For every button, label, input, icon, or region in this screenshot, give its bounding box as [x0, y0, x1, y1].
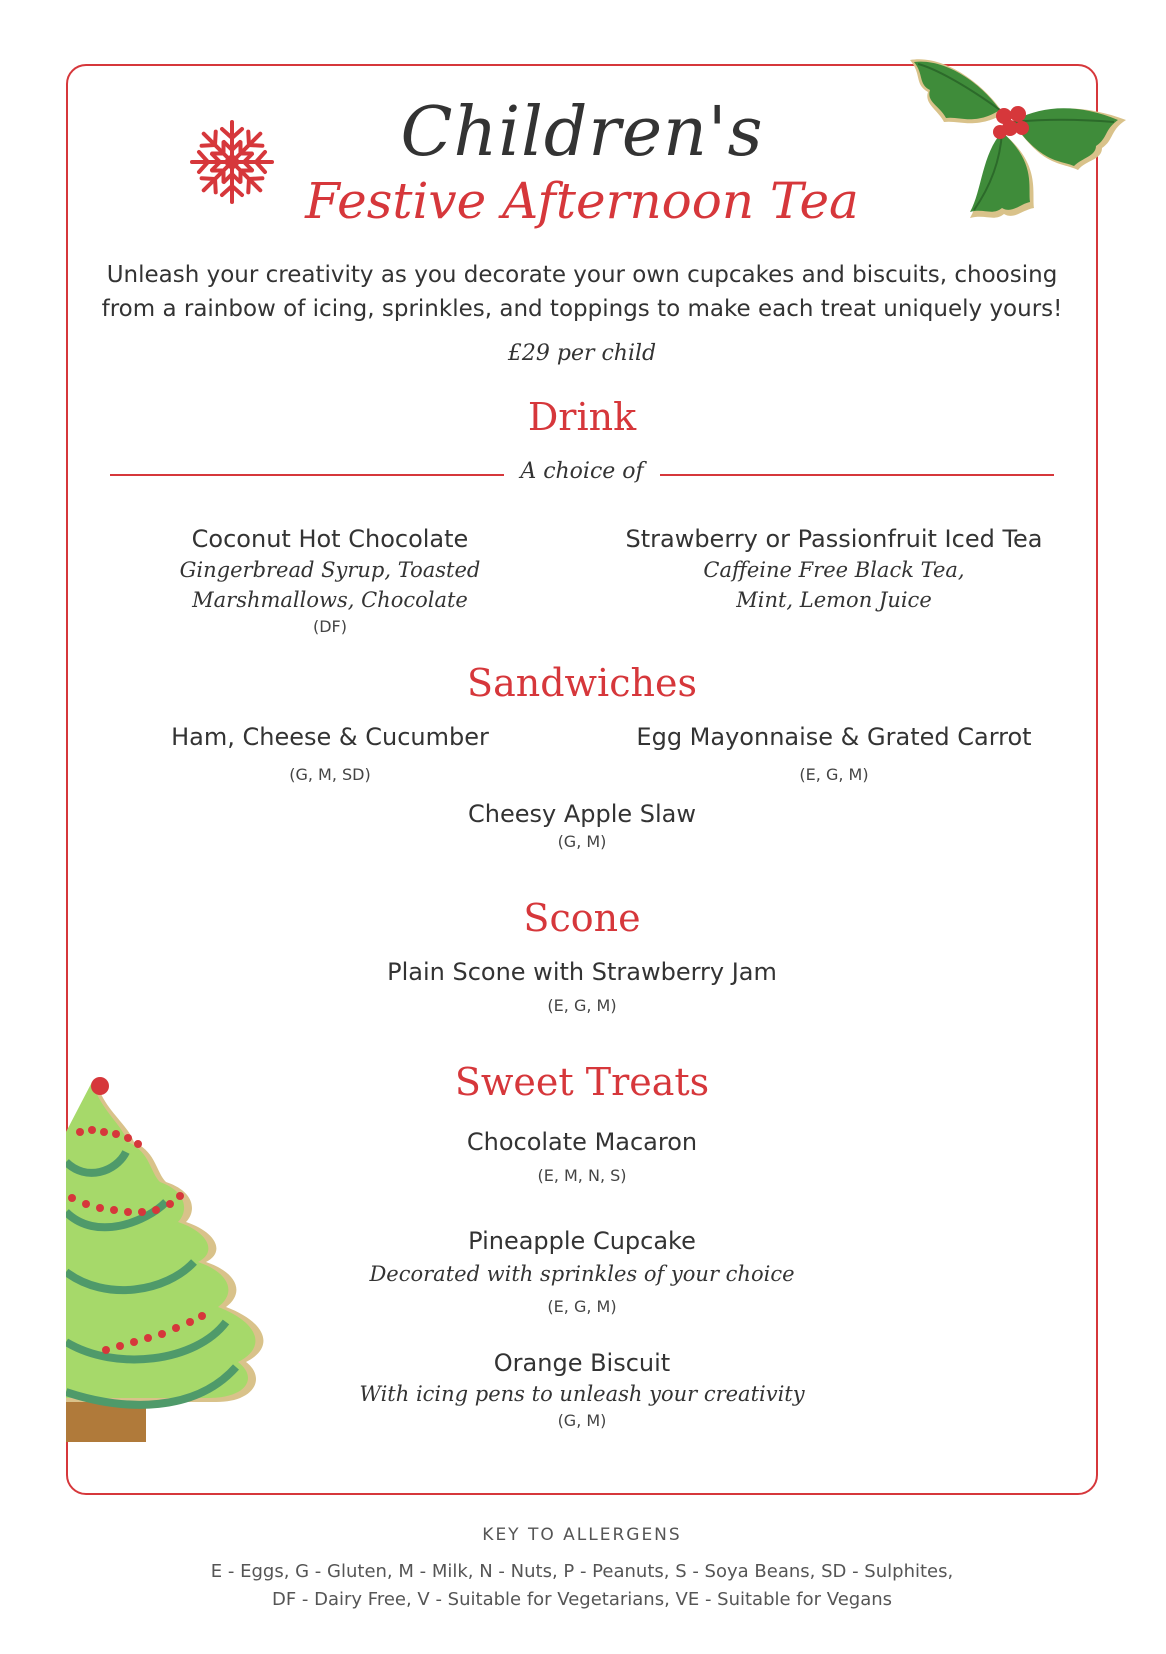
drink-name: Strawberry or Passionfruit Iced Tea: [625, 525, 1043, 553]
allergen-key: [66, 1558, 1098, 1614]
sweet-desc: Decorated with sprinkles of your choice: [369, 1262, 795, 1286]
section-heading-sandwiches: Sandwiches: [467, 661, 697, 705]
allergen-key-line-2: DF - Dairy Free, V - Suitable for Vegetarians, VE - Suitable for Vegans: [271, 1589, 893, 1610]
intro-line-2: from a rainbow of icing, sprinkles, and toppings to make each treat uniquely yours!: [101, 296, 1063, 322]
sandwich-allergens: (G, M): [557, 832, 607, 851]
sandwich-name: Cheesy Apple Slaw: [467, 800, 697, 828]
allergen-key-title: KEY TO ALLERGENS: [482, 1525, 682, 1545]
sweet-desc: With icing pens to unleash your creativity: [359, 1382, 805, 1406]
sweet-name: Chocolate Macaron: [466, 1128, 698, 1156]
section-heading-scone: Scone: [523, 896, 641, 940]
scone-allergens: (E, G, M): [547, 996, 617, 1015]
sweet-name: Orange Biscuit: [493, 1349, 671, 1377]
drink-desc-line-1: Gingerbread Syrup, Toasted: [179, 558, 481, 582]
price: £29 per child: [507, 341, 657, 366]
sweet-item: [66, 1126, 1098, 1188]
sandwich-allergens: (G, M, SD): [289, 765, 371, 784]
sweet-allergens: (E, G, M): [547, 1297, 617, 1316]
sandwich-name: Egg Mayonnaise & Grated Carrot: [636, 723, 1032, 751]
sweet-allergens: (E, M, N, S): [537, 1166, 627, 1185]
sandwich-item: [66, 798, 1098, 854]
drink-allergens: (DF): [312, 617, 347, 636]
sweet-item: [66, 1347, 1098, 1433]
drink-desc-line-2: Marshmallows, Chocolate: [192, 588, 468, 612]
intro-text: [66, 258, 1098, 326]
scone-item: [66, 956, 1098, 1018]
menu-title: Children's: [400, 93, 764, 172]
choice-label: A choice of: [520, 459, 644, 484]
drink-name: Coconut Hot Chocolate: [191, 525, 469, 553]
sandwich-allergens: (E, G, M): [799, 765, 869, 784]
drink-desc-line-1: Caffeine Free Black Tea,: [703, 558, 965, 582]
sandwich-item: [130, 721, 530, 787]
drink-desc-line-2: Mint, Lemon Juice: [736, 588, 932, 612]
menu-subtitle: Festive Afternoon Tea: [305, 172, 859, 230]
sweet-name: Pineapple Cupcake: [468, 1227, 696, 1255]
sweet-allergens: (G, M): [557, 1411, 607, 1430]
sandwich-item: [614, 721, 1054, 787]
sandwich-name: Ham, Cheese & Cucumber: [171, 723, 489, 751]
drink-item: [604, 523, 1064, 615]
intro-line-1: Unleash your creativity as you decorate your own cupcakes and biscuits, choosing: [106, 262, 1058, 288]
section-heading-drink: Drink: [527, 395, 637, 439]
sweet-item: [66, 1225, 1098, 1319]
scone-name: Plain Scone with Strawberry Jam: [387, 958, 777, 986]
drink-item: [130, 523, 530, 639]
section-heading-sweet-treats: Sweet Treats: [454, 1060, 710, 1104]
allergen-key-line-1: E - Eggs, G - Gluten, M - Milk, N - Nuts, P - Peanuts, S - Soya Beans, SD - Sulphites,: [210, 1561, 954, 1582]
